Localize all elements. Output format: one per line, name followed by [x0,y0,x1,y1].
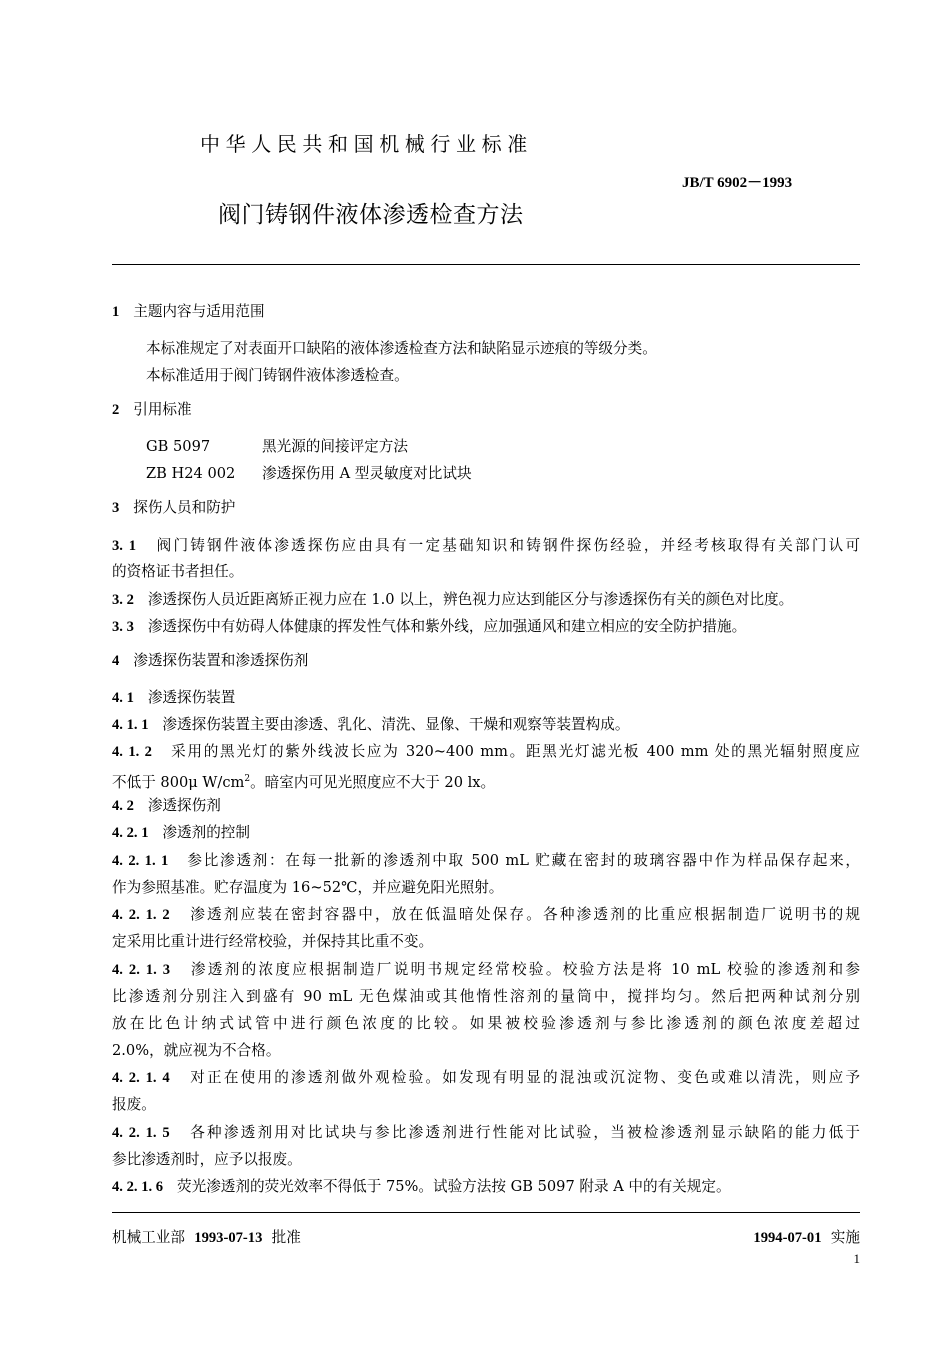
reference-code: GB 5097 [146,438,211,455]
clause-4-1-2-cont: 不低于 800μ $W/cm^2$。暗室内可见光照度应不大于 20 lx。 [112,773,496,791]
page-number: 1 [853,1251,860,1266]
section-4-heading: 4 渗透探伤装置和渗透探伤剂 [112,652,309,669]
issuing-organization: 中华人民共和国机械行业标准 [200,132,533,156]
header-rule [112,264,860,265]
clause-4-2-1-5-cont: 参比渗透剂时，应予以报废。 [112,1151,302,1168]
clause-3-1-cont: 的资格证书者担任。 [112,563,244,580]
clause-4-2-1-5: 4. 2. 1. 5 各种渗透剂用对比试块与参比渗透剂进行性能对比试验，当被检渗透剂显示缺陷的能力低于 [112,1124,861,1141]
clause-4-1-1: 4. 1. 1 渗透探伤装置主要由渗透、乳化、清洗、显像、干燥和观察等装置构成。 [112,716,630,733]
clause-4-2-1-3: 4. 2. 1. 3 渗透剂的浓度应根据制造厂说明书规定经常校验。校验方法是将 10 mL 校验的渗透剂和参 [112,961,860,978]
reference-row [146,437,894,457]
clause-4-2-1-3-cont: 放在比色计纳式试管中进行颜色浓度的比较。如果被校验渗透剂与参比渗透剂的颜色浓度差超过 [112,1015,860,1032]
section-1-para-2: 本标准适用于阀门铸钢件液体渗透检查。 [146,367,409,384]
clause-4-2-1-2: 4. 2. 1. 2 渗透剂应装在密封容器中，放在低温暗处保存。各种渗透剂的比重应根据制造厂说明书的规 [112,906,861,923]
reference-row [146,464,894,484]
section-3-heading: 3 探伤人员和防护 [112,499,236,516]
clause-4-2: 4. 2 渗透探伤剂 [112,797,221,814]
approval-label: 批准 [271,1229,301,1246]
effective-label: 实施 [830,1229,860,1246]
clause-4-1: 4. 1 渗透探伤装置 [112,689,236,706]
effective-date: 1994-07-01 [753,1230,822,1246]
section-1-para-1: 本标准规定了对表面开口缺陷的液体渗透检查方法和缺陷显示迹痕的等级分类。 [146,340,657,357]
section-2-heading: 2 引用标准 [112,401,192,418]
clause-4-2-1-1-cont: 作为参照基准。贮存温度为 16~52℃，并应避免阳光照射。 [112,879,504,896]
clause-3-3: 3. 3 渗透探伤中有妨碍人体健康的挥发性气体和紫外线，应加强通风和建立相应的安全防护措施。 [112,618,747,635]
clause-4-2-1-6: 4. 2. 1. 6 荧光渗透剂的荧光效率不得低于 75%。试验方法按 GB 5097 附录 A 中的有关规定。 [112,1178,731,1195]
effective-info [753,1226,860,1247]
clause-4-1-2: 4. 1. 2 采用的黑光灯的紫外线波长应为 320~400 mm。距黑光灯滤光板 400 mm 处的黑光辐射照度应 [112,743,861,760]
clause-4-2-1-4-cont: 报废。 [112,1096,156,1113]
reference-title: 渗透探伤用 A 型灵敏度对比试块 [262,465,472,482]
clause-4-2-1-3-cont: 比渗透剂分别注入到盛有 90 mL 无色煤油或其他惰性溶剂的量筒中，搅拌均匀。然后把两种试剂分别 [112,988,860,1005]
document-title: 阀门铸钢件液体渗透检查方法 [218,202,524,228]
section-1-heading: 1 主题内容与适用范围 [112,303,265,320]
approval-info [112,1226,301,1247]
footer-rule [112,1212,860,1213]
clause-4-2-1: 4. 2. 1 渗透剂的控制 [112,824,250,841]
reference-code: ZB H24 002 [146,465,236,482]
clause-4-2-1-3-cont: 2.0%，就应视为不合格。 [112,1042,281,1059]
clause-4-2-1-1: 4. 2. 1. 1 参比渗透剂：在每一批新的渗透剂中取 500 mL 贮藏在密封的玻璃容器中作为样品保存起来， [112,852,861,869]
reference-title: 黑光源的间接评定方法 [262,438,408,455]
clause-4-2-1-4: 4. 2. 1. 4 对正在使用的渗透剂做外观检验。如发现有明显的混浊或沉淀物、变色或难以清洗，则应予 [112,1069,861,1086]
issuer: 机械工业部 [112,1229,185,1246]
clause-3-2: 3. 2 渗透探伤人员近距离矫正视力应在 1.0 以上，辨色视力应达到能区分与渗透探伤有关的颜色对比度。 [112,591,794,608]
standard-number: JB/T 6902－1993 [682,175,793,191]
clause-4-2-1-2-cont: 定采用比重计进行经常校验，并保持其比重不变。 [112,933,434,950]
approval-date: 1993-07-13 [194,1230,263,1246]
clause-3-1: 3. 1 阀门铸钢件液体渗透探伤应由具有一定基础知识和铸钢件探伤经验，并经考核取得有关部门认可 [112,537,861,554]
